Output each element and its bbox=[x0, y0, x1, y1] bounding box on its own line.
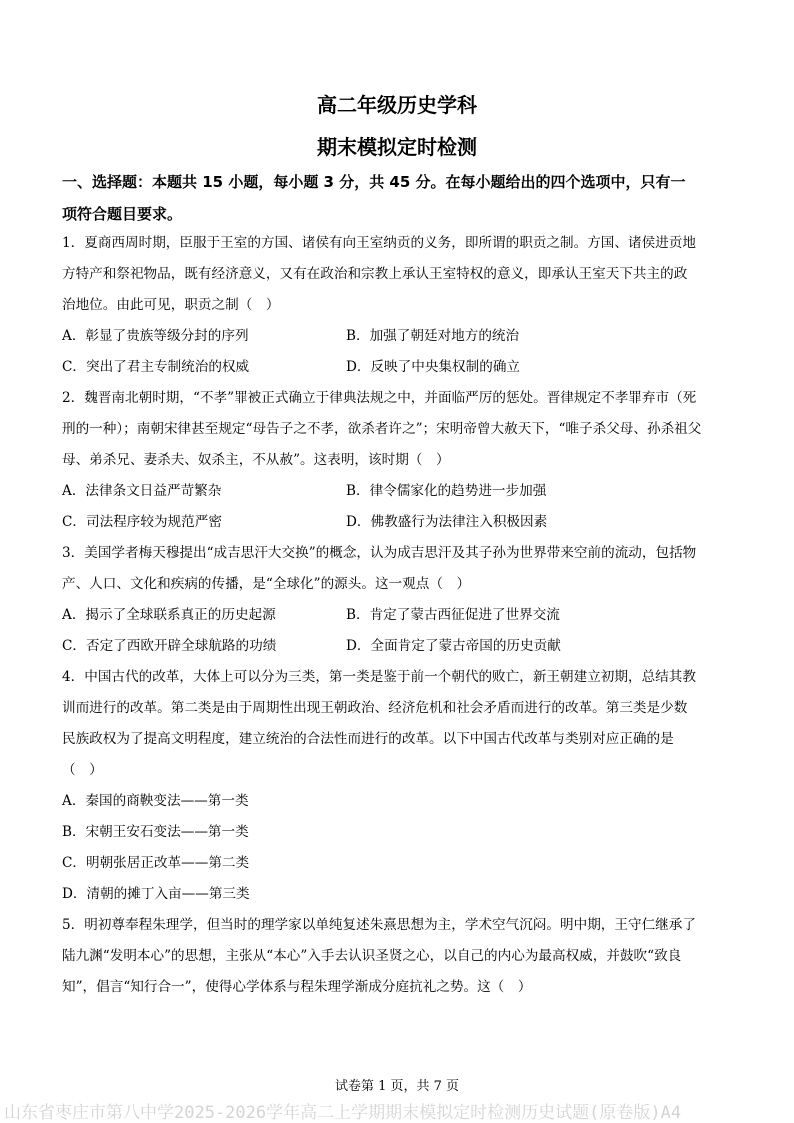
option-A[interactable]: A．揭示了全球联系真正的历史起源 bbox=[62, 607, 276, 623]
option-D[interactable]: D．清朝的摊丁入亩——第三类 bbox=[62, 886, 250, 902]
question-3 bbox=[62, 538, 752, 662]
question-text-line: 4．中国古代的改革，大体上可以分为三类，第一类是鉴于前一个朝代的败亡，新王朝建立初期，总结其教 bbox=[62, 669, 696, 685]
question-2 bbox=[62, 383, 752, 538]
option-row bbox=[62, 476, 752, 507]
option-C[interactable]: C．明朝张居正改革——第二类 bbox=[62, 855, 250, 871]
document-subtitle: 期末模拟定时检测 bbox=[317, 135, 477, 159]
option-A[interactable]: A．法律条文日益严苛繁杂 bbox=[62, 483, 222, 499]
section-heading-line: 项符合题目要求。 bbox=[62, 205, 183, 223]
question-text-line: 产、人口、文化和疾病的传播，是“全球化”的源头。这一观点（ ） bbox=[62, 576, 471, 592]
option-row bbox=[62, 507, 752, 538]
question-1 bbox=[62, 228, 752, 383]
question-text-line: 方特产和祭祀物品，既有经济意义，又有在政治和宗教上承认王室特权的意义，即承认王室天下共主的政 bbox=[62, 266, 688, 282]
option-C[interactable]: C．突出了君主专制统治的权威 bbox=[62, 359, 250, 375]
question-text-line: 2．魏晋南北朝时期，“不孝”罪被正式确立于律典法规之中，并面临严厉的惩处。晋律规定不孝罪弃市（死 bbox=[62, 390, 697, 406]
option-D[interactable]: D．佛教盛行为法律注入积极因素 bbox=[346, 514, 548, 530]
option-D[interactable]: D．反映了中央集权制的确立 bbox=[346, 359, 521, 375]
question-list bbox=[62, 228, 752, 1003]
question-text-line: 母、弟杀兄、妻杀夫、奴杀主，不从赦”。这表明，该时期（ ） bbox=[62, 452, 450, 468]
option-B[interactable]: B．宋朝王安石变法——第一类 bbox=[62, 824, 249, 840]
question-text-line: 刑的一种）；南朝宋律甚至规定“母告子之不孝，欲杀者许之”；宋明帝曾大赦天下，“唯子杀父母、孙杀祖父 bbox=[62, 421, 702, 437]
option-B[interactable]: B．肯定了蒙古西征促进了世界交流 bbox=[346, 607, 560, 623]
question-text-line: （ ） bbox=[62, 762, 103, 778]
option-D[interactable]: D．全面肯定了蒙古帝国的历史贡献 bbox=[346, 638, 561, 654]
question-text-line: 5．明初尊奉程朱理学，但当时的理学家以单纯复述朱熹思想为主，学术空气沉闷。明中期，王守仁继承了 bbox=[62, 917, 696, 933]
question-text-line: 知”，倡言“知行合一”，使得心学体系与程朱理学渐成分庭抗礼之势。这（ ） bbox=[62, 979, 532, 995]
question-4 bbox=[62, 662, 752, 910]
section-heading-line: 一、选择题：本题共 15 小题，每小题 3 分，共 45 分。在每小题给出的四个选项中，只有一 bbox=[62, 173, 686, 191]
option-B[interactable]: B．律令儒家化的趋势进一步加强 bbox=[346, 483, 547, 499]
section-heading bbox=[62, 166, 742, 230]
option-row bbox=[62, 352, 752, 383]
document-title: 高二年级历史学科 bbox=[317, 93, 477, 117]
question-text-line: 民族政权为了提高文明程度，建立统治的合法性而进行的改革。以下中国古代改革与类别对应正确的是 bbox=[62, 731, 674, 747]
question-text-line: 3．美国学者梅天穆提出“成吉思汗大交换”的概念，认为成吉思汗及其子孙为世界带来空前的流动，包括物 bbox=[62, 545, 697, 561]
option-B[interactable]: B．加强了朝廷对地方的统治 bbox=[346, 328, 520, 344]
question-text-line: 陆九渊“发明本心”的思想，主张从“本心”入手去认识圣贤之心，以自己的内心为最高权威，并鼓吹“致良 bbox=[62, 948, 682, 964]
watermark: 山东省枣庄市第八中学2025-2026学年高二上学期期末模拟定时检测历史试题(原卷版)A4 bbox=[4, 1103, 682, 1123]
option-row bbox=[62, 600, 752, 631]
question-text-line: 1．夏商西周时期，臣服于王室的方国、诸侯有向王室纳贡的义务，即所谓的职贡之制。方国、诸侯进贡地 bbox=[62, 235, 696, 251]
option-row bbox=[62, 631, 752, 662]
page-footer: 试卷第 1 页，共 7 页 bbox=[334, 1079, 460, 1094]
option-A[interactable]: A．秦国的商鞅变法——第一类 bbox=[62, 793, 249, 809]
option-C[interactable]: C．司法程序较为规范严密 bbox=[62, 514, 222, 530]
question-text-line: 训而进行的改革。第二类是由于周期性出现王朝政治、经济危机和社会矛盾而进行的改革。第三类是少数 bbox=[62, 700, 688, 716]
question-5 bbox=[62, 910, 752, 1003]
option-C[interactable]: C．否定了西欧开辟全球航路的功绩 bbox=[62, 638, 277, 654]
question-text-line: 治地位。由此可见，职贡之制（ ） bbox=[62, 297, 280, 313]
option-row bbox=[62, 321, 752, 352]
option-A[interactable]: A．彰显了贵族等级分封的序列 bbox=[62, 328, 249, 344]
